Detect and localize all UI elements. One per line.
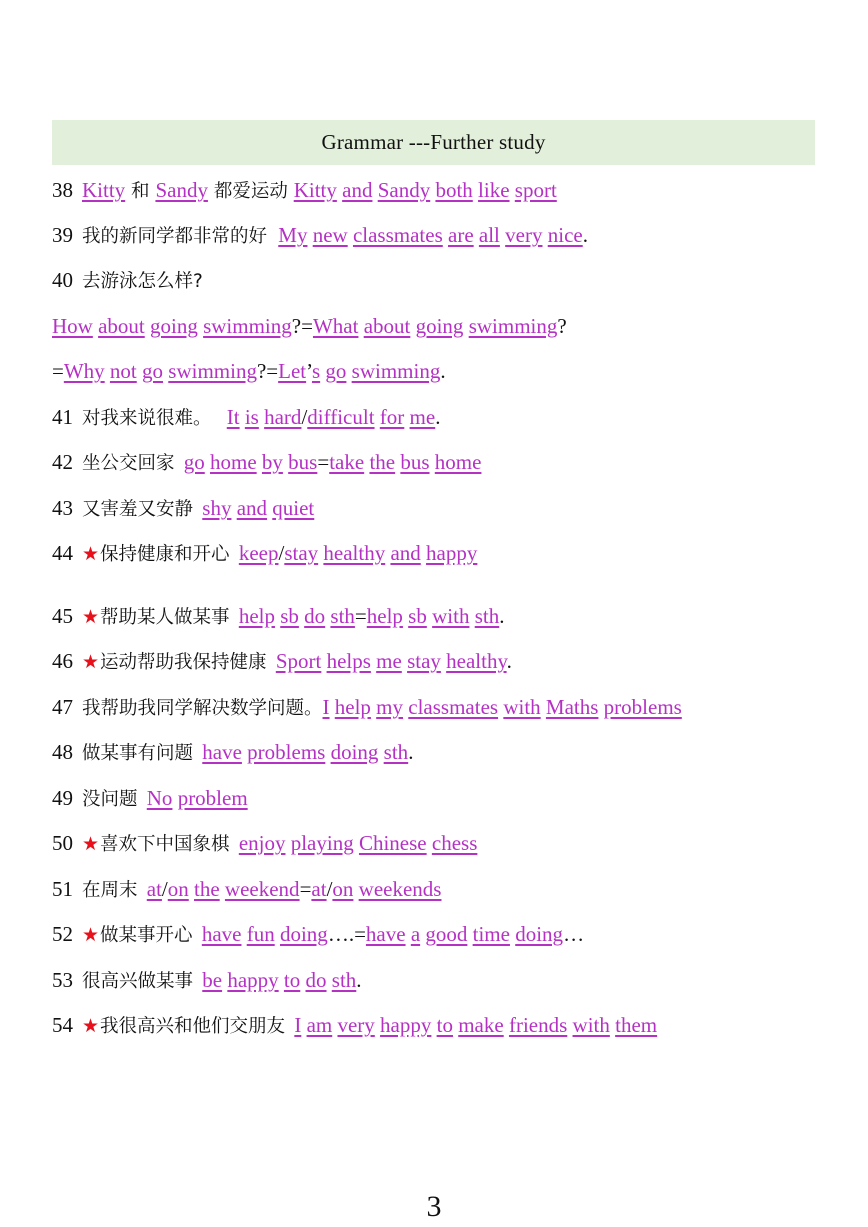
list-item: 45 ★帮助某人做某事 help sb do sth=help sb with sth. bbox=[52, 604, 505, 628]
list-item: 43 又害羞又安静 shy and quiet bbox=[52, 496, 315, 520]
list-item: 39 我的新同学都非常的好 My new classmates are all very nice. bbox=[52, 223, 588, 247]
item-zh: 我很高兴和他们交朋友 bbox=[100, 1016, 286, 1037]
list-item: 44 ★保持健康和开心 keep/stay healthy and happy bbox=[52, 541, 478, 565]
star-icon: ★ bbox=[82, 543, 100, 565]
list-item: 51 在周末 at/on the weekend=at/on weekends bbox=[52, 877, 442, 901]
item-zh: 做某事开心 bbox=[100, 925, 193, 946]
item-zh: 做某事有问题 bbox=[82, 743, 194, 764]
item-number: 48 bbox=[52, 740, 73, 764]
item-number: 52 bbox=[52, 922, 73, 946]
item-zh: 又害羞又安静 bbox=[82, 499, 194, 520]
item-number: 38 bbox=[52, 178, 73, 202]
list-item bbox=[52, 267, 203, 295]
item-zh: 我的新同学都非常的好 bbox=[82, 226, 268, 247]
star-icon: ★ bbox=[82, 924, 100, 946]
page-number: 3 bbox=[426, 1190, 442, 1223]
list-item: 41 对我来说很难。 It is hard/difficult for me. bbox=[52, 405, 441, 429]
item-number: 40 bbox=[52, 268, 73, 292]
star-icon: ★ bbox=[82, 606, 100, 628]
item-number: 53 bbox=[52, 968, 73, 992]
item-number: 41 bbox=[52, 405, 73, 429]
list-item: 49 没问题 No problem bbox=[52, 786, 248, 810]
item-number: 42 bbox=[52, 450, 73, 474]
list-item-continuation: =Why not go swimming?=Let’s go swimming. bbox=[52, 359, 446, 383]
item-number: 45 bbox=[52, 604, 73, 628]
star-icon: ★ bbox=[82, 651, 100, 673]
item-zh: 我帮助我同学解决数学问题。 bbox=[82, 698, 323, 719]
item-zh: 坐公交回家 bbox=[82, 453, 175, 474]
item-number: 54 bbox=[52, 1013, 73, 1037]
section-header bbox=[52, 120, 815, 165]
item-number: 49 bbox=[52, 786, 73, 810]
item-number: 43 bbox=[52, 496, 73, 520]
item-zh: 保持健康和开心 bbox=[100, 544, 230, 565]
star-icon: ★ bbox=[82, 1015, 100, 1037]
item-zh: 对我来说很难。 bbox=[82, 408, 212, 429]
list-item: 47 我帮助我同学解决数学问题。I help my classmates with Maths problems bbox=[52, 695, 682, 719]
item-number: 50 bbox=[52, 831, 73, 855]
item-number: 46 bbox=[52, 649, 73, 673]
list-item: 52 ★做某事开心 have fun doing….=have a good time doing… bbox=[52, 922, 585, 946]
item-number: 47 bbox=[52, 695, 73, 719]
list-item: 42 坐公交回家 go home by bus=take the bus home bbox=[52, 450, 482, 474]
item-zh: 在周末 bbox=[82, 880, 138, 901]
list-item: 50 ★喜欢下中国象棋 enjoy playing Chinese chess bbox=[52, 831, 478, 855]
item-number: 51 bbox=[52, 877, 73, 901]
item-zh: 去游泳怎么样? bbox=[82, 271, 203, 292]
list-item: 46 ★运动帮助我保持健康 Sport helps me stay healthy. bbox=[52, 649, 512, 673]
list-item: 54 ★我很高兴和他们交朋友 I am very happy to make friends with them bbox=[52, 1013, 658, 1037]
item-zh: 很高兴做某事 bbox=[82, 971, 194, 992]
item-zh: 喜欢下中国象棋 bbox=[100, 834, 230, 855]
item-zh: 帮助某人做某事 bbox=[100, 607, 230, 628]
list-item: 38 Kitty 和 Sandy 都爱运动 Kitty and Sandy both like sport bbox=[52, 178, 557, 202]
list-item: 53 很高兴做某事 be happy to do sth. bbox=[52, 968, 362, 992]
list-item-continuation: How about going swimming?=What about going swimming? bbox=[52, 314, 567, 338]
item-zh: 没问题 bbox=[82, 789, 138, 810]
item-number: 44 bbox=[52, 541, 73, 565]
section-title: Grammar ---Further study bbox=[321, 130, 546, 154]
list-item: 48 做某事有问题 have problems doing sth. bbox=[52, 740, 414, 764]
star-icon: ★ bbox=[82, 833, 100, 855]
item-zh: 运动帮助我保持健康 bbox=[100, 652, 267, 673]
item-number: 39 bbox=[52, 223, 73, 247]
